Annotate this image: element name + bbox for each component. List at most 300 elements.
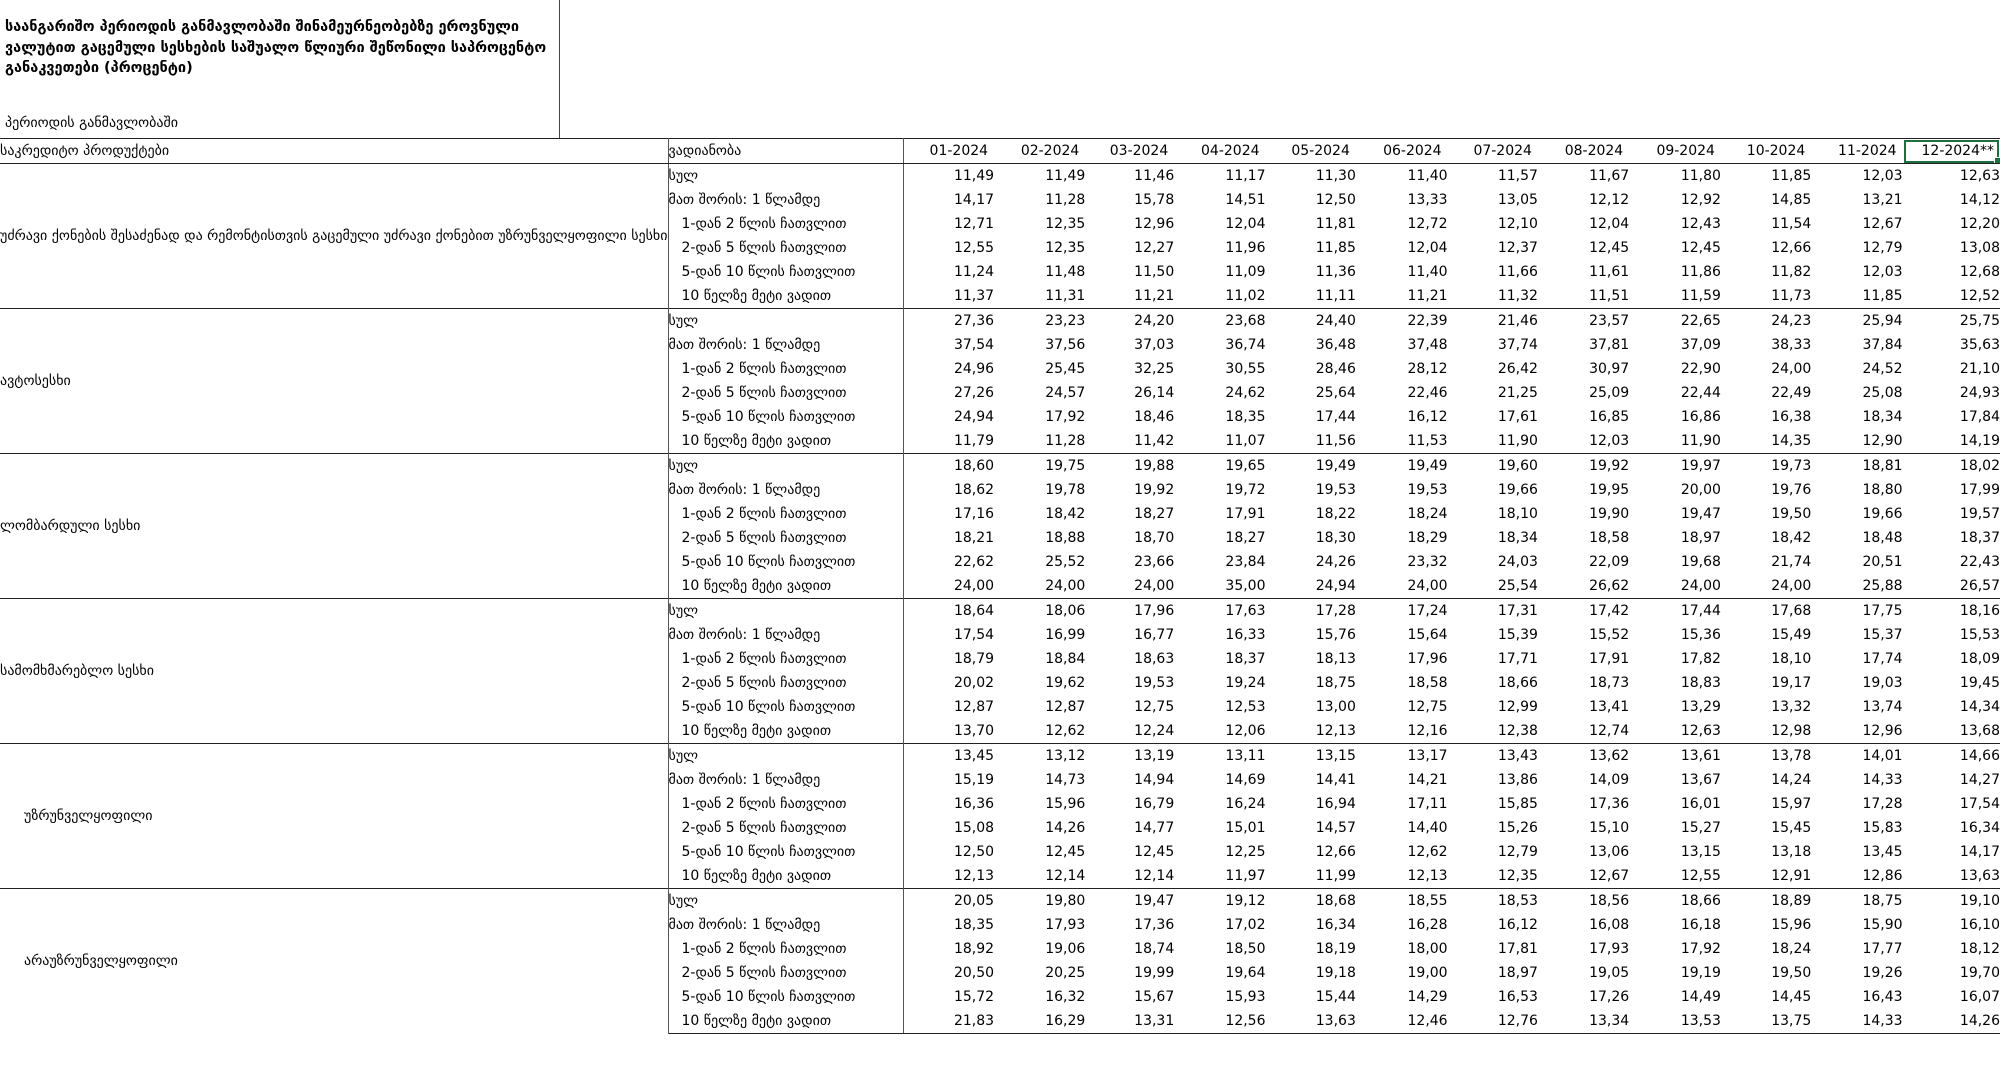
rate-cell[interactable]: 13,74 xyxy=(1862,699,1903,715)
rate-cell[interactable]: 12,46 xyxy=(1356,1009,1448,1034)
rate-cell[interactable]: 19,68 xyxy=(1680,554,1721,570)
rate-cell[interactable]: 11,11 xyxy=(1315,288,1356,304)
rate-cell[interactable]: 17,63 xyxy=(1174,599,1265,624)
maturity-cell[interactable]: 10 წელზე მეტი ვადით xyxy=(668,719,903,744)
rate-cell[interactable]: 13,61 xyxy=(1629,744,1721,769)
maturity-cell[interactable]: 2-დან 5 წლის ჩათვლით xyxy=(668,671,903,695)
rate-cell[interactable]: 17,99 xyxy=(1959,482,2000,498)
rate-cell[interactable]: 18,73 xyxy=(1589,675,1630,691)
maturity-cell[interactable]: 2-დან 5 წლის ჩათვლით xyxy=(668,526,903,550)
rate-cell[interactable]: 32,25 xyxy=(1134,361,1175,377)
rate-cell[interactable]: 13,45 xyxy=(1862,844,1903,860)
rate-cell[interactable]: 14,12 xyxy=(1959,192,2000,208)
rate-cell[interactable]: 19,47 xyxy=(1680,506,1721,522)
rate-cell[interactable]: 15,10 xyxy=(1589,820,1630,836)
rate-cell[interactable]: 24,26 xyxy=(1315,554,1356,570)
rate-cell[interactable]: 11,80 xyxy=(1629,164,1721,189)
rate-cell[interactable]: 12,03 xyxy=(1811,164,1902,189)
maturity-cell[interactable]: 10 წელზე მეტი ვადით xyxy=(668,284,903,309)
rate-cell[interactable]: 18,27 xyxy=(1134,506,1175,522)
rate-cell[interactable]: 12,37 xyxy=(1497,240,1538,256)
maturity-cell[interactable]: 5-დან 10 წლის ჩათვლით xyxy=(668,260,903,284)
rate-cell[interactable]: 14,94 xyxy=(1134,772,1175,788)
rate-cell[interactable]: 15,97 xyxy=(1771,796,1812,812)
rate-cell[interactable]: 37,48 xyxy=(1407,337,1448,353)
rate-cell[interactable]: 14,19 xyxy=(1959,433,2000,449)
rate-cell[interactable]: 19,66 xyxy=(1497,482,1538,498)
maturity-cell[interactable]: 1-დან 2 წლის ჩათვლით xyxy=(668,647,903,671)
rate-cell[interactable]: 11,49 xyxy=(903,164,994,189)
rate-cell[interactable]: 13,12 xyxy=(994,744,1085,769)
rate-cell[interactable]: 14,57 xyxy=(1315,820,1356,836)
rate-cell[interactable]: 11,31 xyxy=(1045,288,1086,304)
rate-cell[interactable]: 18,75 xyxy=(1315,675,1356,691)
rate-cell[interactable]: 22,09 xyxy=(1589,554,1630,570)
rate-cell[interactable]: 18,22 xyxy=(1315,506,1356,522)
rate-cell[interactable]: 25,64 xyxy=(1315,385,1356,401)
rate-cell[interactable]: 11,59 xyxy=(1680,288,1721,304)
rate-cell[interactable]: 13,78 xyxy=(1721,744,1811,769)
rate-cell[interactable]: 17,96 xyxy=(1085,599,1174,624)
maturity-cell[interactable]: მათ შორის: 1 წლამდე xyxy=(668,623,903,647)
rate-cell[interactable]: 12,62 xyxy=(1407,844,1448,860)
rate-cell[interactable]: 15,52 xyxy=(1589,627,1630,643)
rate-cell[interactable]: 11,50 xyxy=(1134,264,1175,280)
rate-cell[interactable]: 19,66 xyxy=(1862,506,1903,522)
rate-cell[interactable]: 19,00 xyxy=(1407,965,1448,981)
rate-cell[interactable]: 24,00 xyxy=(1771,361,1812,377)
rate-cell[interactable]: 21,83 xyxy=(903,1009,994,1034)
rate-cell[interactable]: 15,39 xyxy=(1497,627,1538,643)
rate-cell[interactable]: 13,29 xyxy=(1680,699,1721,715)
rate-cell[interactable]: 37,84 xyxy=(1862,337,1903,353)
rate-cell[interactable]: 17,31 xyxy=(1448,599,1538,624)
rate-cell[interactable]: 12,66 xyxy=(1771,240,1812,256)
rate-cell[interactable]: 18,46 xyxy=(1134,409,1175,425)
rate-cell[interactable]: 22,39 xyxy=(1356,309,1448,334)
rate-cell[interactable]: 16,77 xyxy=(1134,627,1175,643)
rate-cell[interactable]: 13,15 xyxy=(1680,844,1721,860)
rate-cell[interactable]: 16,28 xyxy=(1407,917,1448,933)
rate-cell[interactable]: 17,82 xyxy=(1680,651,1721,667)
rate-cell[interactable]: 18,56 xyxy=(1538,889,1629,914)
rate-cell[interactable]: 16,94 xyxy=(1315,796,1356,812)
rate-cell[interactable]: 18,70 xyxy=(1134,530,1175,546)
rate-cell[interactable]: 18,80 xyxy=(1862,482,1903,498)
product-cell[interactable]: სამომხმარებლო სესხი xyxy=(0,599,668,744)
rate-cell[interactable]: 18,53 xyxy=(1448,889,1538,914)
rate-cell[interactable]: 19,78 xyxy=(1045,482,1086,498)
rate-cell[interactable]: 24,40 xyxy=(1266,309,1356,334)
header-month-selected-cell[interactable] xyxy=(1903,139,2000,164)
rate-cell[interactable]: 18,24 xyxy=(1771,941,1812,957)
rate-cell[interactable]: 20,00 xyxy=(1680,482,1721,498)
rate-cell[interactable]: 16,10 xyxy=(1959,917,2000,933)
rate-cell[interactable]: 13,34 xyxy=(1538,1009,1629,1034)
rate-cell[interactable]: 18,60 xyxy=(903,454,994,479)
maturity-cell[interactable]: 10 წელზე მეტი ვადით xyxy=(668,864,903,889)
rate-cell[interactable]: 12,79 xyxy=(1862,240,1903,256)
maturity-cell[interactable]: მათ შორის: 1 წლამდე xyxy=(668,188,903,212)
rate-cell[interactable]: 12,75 xyxy=(1407,699,1448,715)
header-month[interactable]: 07-2024 xyxy=(1448,139,1538,164)
rate-cell[interactable]: 20,02 xyxy=(953,675,995,691)
rate-cell[interactable]: 12,74 xyxy=(1589,723,1630,739)
rate-cell[interactable]: 26,57 xyxy=(1959,578,2000,594)
rate-cell[interactable]: 17,77 xyxy=(1862,941,1903,957)
rate-cell[interactable]: 13,31 xyxy=(1085,1009,1174,1034)
rate-cell[interactable]: 16,38 xyxy=(1771,409,1812,425)
rate-cell[interactable]: 12,12 xyxy=(1589,192,1630,208)
rate-cell[interactable]: 12,50 xyxy=(1315,192,1356,208)
rate-cell[interactable]: 14,69 xyxy=(1225,772,1266,788)
rate-cell[interactable]: 36,48 xyxy=(1315,337,1356,353)
rate-cell[interactable]: 14,73 xyxy=(1045,772,1086,788)
rate-cell[interactable]: 18,64 xyxy=(903,599,994,624)
rate-cell[interactable]: 12,14 xyxy=(1134,868,1175,884)
rate-cell[interactable]: 13,68 xyxy=(1959,723,2000,739)
rate-cell[interactable]: 24,62 xyxy=(1225,385,1266,401)
rate-cell[interactable]: 18,10 xyxy=(1497,506,1538,522)
rate-cell[interactable]: 14,26 xyxy=(1045,820,1086,836)
rate-cell[interactable]: 18,21 xyxy=(953,530,995,546)
rate-cell[interactable]: 13,75 xyxy=(1721,1009,1811,1034)
rate-cell[interactable]: 17,74 xyxy=(1862,651,1903,667)
rate-cell[interactable]: 15,76 xyxy=(1315,627,1356,643)
rate-cell[interactable]: 12,52 xyxy=(1959,288,2000,304)
rate-cell[interactable]: 17,71 xyxy=(1497,651,1538,667)
rate-cell[interactable]: 18,55 xyxy=(1356,889,1448,914)
rate-cell[interactable]: 12,10 xyxy=(1497,216,1538,232)
rate-cell[interactable]: 17,91 xyxy=(1589,651,1630,667)
rate-cell[interactable]: 19,05 xyxy=(1589,965,1630,981)
rate-cell[interactable]: 15,64 xyxy=(1407,627,1448,643)
rate-cell[interactable]: 13,19 xyxy=(1085,744,1174,769)
rate-cell[interactable]: 19,97 xyxy=(1629,454,1721,479)
rate-cell[interactable]: 11,51 xyxy=(1589,288,1630,304)
rate-cell[interactable]: 19,75 xyxy=(994,454,1085,479)
rate-cell[interactable]: 21,25 xyxy=(1497,385,1538,401)
rate-cell[interactable]: 17,54 xyxy=(953,627,995,643)
rate-cell[interactable]: 12,50 xyxy=(953,844,995,860)
maturity-cell[interactable]: სულ xyxy=(668,744,903,769)
header-month[interactable]: 08-2024 xyxy=(1538,139,1629,164)
rate-cell[interactable]: 25,75 xyxy=(1903,309,2000,334)
rate-cell[interactable]: 18,13 xyxy=(1315,651,1356,667)
rate-cell[interactable]: 12,66 xyxy=(1315,844,1356,860)
rate-cell[interactable]: 17,93 xyxy=(1045,917,1086,933)
maturity-cell[interactable]: 2-დან 5 წლის ჩათვლით xyxy=(668,961,903,985)
rate-cell[interactable]: 25,09 xyxy=(1589,385,1630,401)
maturity-cell[interactable]: 10 წელზე მეტი ვადით xyxy=(668,429,903,454)
rate-cell[interactable]: 18,34 xyxy=(1862,409,1903,425)
rate-cell[interactable]: 17,93 xyxy=(1589,941,1630,957)
rate-cell[interactable]: 23,66 xyxy=(1134,554,1175,570)
rate-cell[interactable]: 18,09 xyxy=(1959,651,2000,667)
rate-cell[interactable]: 23,32 xyxy=(1407,554,1448,570)
rate-cell[interactable]: 28,12 xyxy=(1407,361,1448,377)
rate-cell[interactable]: 12,27 xyxy=(1134,240,1175,256)
rate-cell[interactable]: 19,49 xyxy=(1266,454,1356,479)
rate-cell[interactable]: 16,18 xyxy=(1680,917,1721,933)
maturity-cell[interactable]: 2-დან 5 წლის ჩათვლით xyxy=(668,236,903,260)
rate-cell[interactable]: 27,36 xyxy=(903,309,994,334)
rate-cell[interactable]: 14,17 xyxy=(953,192,995,208)
rate-cell[interactable]: 17,36 xyxy=(1134,917,1175,933)
rate-cell[interactable]: 18,37 xyxy=(1225,651,1266,667)
rate-cell[interactable]: 22,62 xyxy=(953,554,995,570)
header-month[interactable]: 03-2024 xyxy=(1085,139,1174,164)
rate-cell[interactable]: 14,45 xyxy=(1771,989,1812,1005)
maturity-cell[interactable]: 1-დან 2 წლის ჩათვლით xyxy=(668,937,903,961)
rate-cell[interactable]: 12,71 xyxy=(953,216,995,232)
rate-cell[interactable]: 17,02 xyxy=(1225,917,1266,933)
rate-cell[interactable]: 17,92 xyxy=(1045,409,1086,425)
rate-cell[interactable]: 13,53 xyxy=(1629,1009,1721,1034)
rate-cell[interactable]: 17,44 xyxy=(1629,599,1721,624)
rate-cell[interactable]: 12,96 xyxy=(1862,723,1903,739)
rate-cell[interactable]: 14,01 xyxy=(1811,744,1902,769)
rate-cell[interactable]: 12,87 xyxy=(1045,699,1086,715)
header-month[interactable]: 01-2024 xyxy=(903,139,994,164)
rate-cell[interactable]: 18,97 xyxy=(1497,965,1538,981)
rate-cell[interactable]: 15,96 xyxy=(1771,917,1812,933)
maturity-cell[interactable]: 1-დან 2 წლის ჩათვლით xyxy=(668,502,903,526)
rate-cell[interactable]: 19,60 xyxy=(1448,454,1538,479)
rate-cell[interactable]: 19,73 xyxy=(1721,454,1811,479)
rate-cell[interactable]: 17,96 xyxy=(1407,651,1448,667)
rate-cell[interactable]: 17,61 xyxy=(1497,409,1538,425)
rate-cell[interactable]: 13,63 xyxy=(1266,1009,1356,1034)
rate-cell[interactable]: 18,00 xyxy=(1407,941,1448,957)
rate-cell[interactable]: 15,83 xyxy=(1862,820,1903,836)
product-cell[interactable]: უზრუნველყოფილი xyxy=(0,744,668,889)
rate-cell[interactable]: 25,54 xyxy=(1497,578,1538,594)
rate-cell[interactable]: 18,74 xyxy=(1134,941,1175,957)
rate-cell[interactable]: 12,13 xyxy=(1407,868,1448,884)
rate-cell[interactable]: 19,90 xyxy=(1589,506,1630,522)
rate-cell[interactable]: 14,33 xyxy=(1862,772,1903,788)
rate-cell[interactable]: 11,09 xyxy=(1225,264,1266,280)
rate-cell[interactable]: 16,12 xyxy=(1407,409,1448,425)
rate-cell[interactable]: 12,67 xyxy=(1862,216,1903,232)
rate-cell[interactable]: 18,66 xyxy=(1629,889,1721,914)
rate-cell[interactable]: 14,26 xyxy=(1903,1009,2000,1034)
header-month[interactable]: 02-2024 xyxy=(994,139,1085,164)
rate-cell[interactable]: 11,40 xyxy=(1356,164,1448,189)
rate-cell[interactable]: 25,45 xyxy=(1045,361,1086,377)
rate-cell[interactable]: 37,54 xyxy=(953,337,995,353)
rate-cell[interactable]: 18,06 xyxy=(994,599,1085,624)
rate-cell[interactable]: 11,86 xyxy=(1680,264,1721,280)
rate-cell[interactable]: 19,92 xyxy=(1134,482,1175,498)
rate-cell[interactable]: 11,37 xyxy=(953,288,995,304)
rate-cell[interactable]: 11,24 xyxy=(953,264,995,280)
maturity-cell[interactable]: მათ შორის: 1 წლამდე xyxy=(668,913,903,937)
rate-cell[interactable]: 37,56 xyxy=(1045,337,1086,353)
rate-cell[interactable]: 12,25 xyxy=(1225,844,1266,860)
rate-cell[interactable]: 22,44 xyxy=(1680,385,1721,401)
maturity-cell[interactable]: 2-დან 5 წლის ჩათვლით xyxy=(668,816,903,840)
rate-cell[interactable]: 24,00 xyxy=(1771,578,1812,594)
rate-cell[interactable]: 14,34 xyxy=(1959,699,2000,715)
rate-cell[interactable]: 18,29 xyxy=(1407,530,1448,546)
maturity-cell[interactable]: სულ xyxy=(668,454,903,479)
fill-handle[interactable] xyxy=(1994,157,2000,164)
rate-cell[interactable]: 17,36 xyxy=(1589,796,1630,812)
rate-cell[interactable]: 12,45 xyxy=(1045,844,1086,860)
rate-cell[interactable]: 11,17 xyxy=(1174,164,1265,189)
rate-cell[interactable]: 12,90 xyxy=(1862,433,1903,449)
rate-cell[interactable]: 15,08 xyxy=(953,820,995,836)
rate-cell[interactable]: 18,34 xyxy=(1497,530,1538,546)
rate-cell[interactable]: 13,86 xyxy=(1497,772,1538,788)
rate-cell[interactable]: 16,24 xyxy=(1225,796,1266,812)
rate-cell[interactable]: 19,95 xyxy=(1589,482,1630,498)
rate-cell[interactable]: 15,44 xyxy=(1315,989,1356,1005)
rate-cell[interactable]: 12,55 xyxy=(1680,868,1721,884)
rate-cell[interactable]: 19,17 xyxy=(1771,675,1812,691)
rate-cell[interactable]: 16,36 xyxy=(953,796,995,812)
rate-cell[interactable]: 12,03 xyxy=(1589,433,1630,449)
maturity-cell[interactable]: მათ შორის: 1 წლამდე xyxy=(668,333,903,357)
rate-cell[interactable]: 11,56 xyxy=(1315,433,1356,449)
rate-cell[interactable]: 17,11 xyxy=(1407,796,1448,812)
rate-cell[interactable]: 13,11 xyxy=(1174,744,1265,769)
rate-cell[interactable]: 19,19 xyxy=(1680,965,1721,981)
rate-cell[interactable]: 11,79 xyxy=(953,433,995,449)
rate-cell[interactable]: 12,75 xyxy=(1134,699,1175,715)
rate-cell[interactable]: 15,26 xyxy=(1497,820,1538,836)
rate-cell[interactable]: 12,16 xyxy=(1407,723,1448,739)
rate-cell[interactable]: 17,26 xyxy=(1589,989,1630,1005)
header-month[interactable]: 10-2024 xyxy=(1721,139,1811,164)
maturity-cell[interactable]: 5-დან 10 წლის ჩათვლით xyxy=(668,550,903,574)
rate-cell[interactable]: 25,52 xyxy=(1045,554,1086,570)
rate-cell[interactable]: 12,62 xyxy=(1045,723,1086,739)
rate-cell[interactable]: 12,76 xyxy=(1448,1009,1538,1034)
rate-cell[interactable]: 12,92 xyxy=(1680,192,1721,208)
rate-cell[interactable]: 19,53 xyxy=(1407,482,1448,498)
rate-cell[interactable]: 24,03 xyxy=(1497,554,1538,570)
rate-cell[interactable]: 17,92 xyxy=(1680,941,1721,957)
rate-cell[interactable]: 13,67 xyxy=(1680,772,1721,788)
rate-cell[interactable]: 17,54 xyxy=(1959,796,2000,812)
rate-cell[interactable]: 19,24 xyxy=(1225,675,1266,691)
rate-cell[interactable]: 15,78 xyxy=(1134,192,1175,208)
rate-cell[interactable]: 12,68 xyxy=(1959,264,2000,280)
rate-cell[interactable]: 15,36 xyxy=(1680,627,1721,643)
rate-cell[interactable]: 14,66 xyxy=(1903,744,2000,769)
rate-cell[interactable]: 18,88 xyxy=(1045,530,1086,546)
rate-cell[interactable]: 11,07 xyxy=(1225,433,1266,449)
rate-cell[interactable]: 13,33 xyxy=(1407,192,1448,208)
maturity-cell[interactable]: 5-დან 10 წლის ჩათვლით xyxy=(668,840,903,864)
rate-cell[interactable]: 11,67 xyxy=(1538,164,1629,189)
rate-cell[interactable]: 19,26 xyxy=(1862,965,1903,981)
rate-cell[interactable]: 15,72 xyxy=(953,989,995,1005)
rate-cell[interactable]: 16,79 xyxy=(1134,796,1175,812)
rate-cell[interactable]: 11,97 xyxy=(1225,868,1266,884)
rate-cell[interactable]: 16,32 xyxy=(1045,989,1086,1005)
rate-cell[interactable]: 19,92 xyxy=(1538,454,1629,479)
rate-cell[interactable]: 18,48 xyxy=(1862,530,1903,546)
rate-cell[interactable]: 12,13 xyxy=(1315,723,1356,739)
rate-cell[interactable]: 25,94 xyxy=(1811,309,1902,334)
rate-cell[interactable]: 12,04 xyxy=(1589,216,1630,232)
rate-cell[interactable]: 12,99 xyxy=(1497,699,1538,715)
rate-cell[interactable]: 18,35 xyxy=(1225,409,1266,425)
rate-cell[interactable]: 18,58 xyxy=(1407,675,1448,691)
rate-cell[interactable]: 12,63 xyxy=(1903,164,2000,189)
rate-cell[interactable]: 16,01 xyxy=(1680,796,1721,812)
rate-cell[interactable]: 18,79 xyxy=(953,651,995,667)
rate-cell[interactable]: 13,63 xyxy=(1959,868,2000,884)
rate-cell[interactable]: 12,86 xyxy=(1862,868,1903,884)
rate-cell[interactable]: 13,15 xyxy=(1266,744,1356,769)
rate-cell[interactable]: 37,81 xyxy=(1589,337,1630,353)
rate-cell[interactable]: 16,12 xyxy=(1497,917,1538,933)
rate-cell[interactable]: 17,42 xyxy=(1538,599,1629,624)
rate-cell[interactable]: 16,34 xyxy=(1315,917,1356,933)
rate-cell[interactable]: 18,12 xyxy=(1959,941,2000,957)
rate-cell[interactable]: 18,02 xyxy=(1903,454,2000,479)
rate-cell[interactable]: 15,85 xyxy=(1497,796,1538,812)
rate-cell[interactable]: 12,03 xyxy=(1862,264,1903,280)
header-product[interactable]: საკრედიტო პროდუქტები xyxy=(0,139,668,164)
rate-cell[interactable]: 12,35 xyxy=(1497,868,1538,884)
rate-cell[interactable]: 24,96 xyxy=(953,361,995,377)
rate-cell[interactable]: 17,28 xyxy=(1862,796,1903,812)
rate-cell[interactable]: 15,45 xyxy=(1771,820,1812,836)
rate-cell[interactable]: 19,76 xyxy=(1771,482,1812,498)
rate-cell[interactable]: 11,61 xyxy=(1589,264,1630,280)
rate-cell[interactable]: 20,51 xyxy=(1862,554,1903,570)
rate-cell[interactable]: 11,42 xyxy=(1134,433,1175,449)
rate-cell[interactable]: 19,72 xyxy=(1225,482,1266,498)
maturity-cell[interactable]: სულ xyxy=(668,599,903,624)
rate-cell[interactable]: 19,57 xyxy=(1959,506,2000,522)
rate-cell[interactable]: 13,08 xyxy=(1959,240,2000,256)
header-month[interactable]: 11-2024 xyxy=(1811,139,1902,164)
rate-cell[interactable]: 16,53 xyxy=(1497,989,1538,1005)
product-cell[interactable]: ავტოსესხი xyxy=(0,309,668,454)
rate-cell[interactable]: 22,49 xyxy=(1771,385,1812,401)
rate-cell[interactable]: 11,90 xyxy=(1680,433,1721,449)
rate-cell[interactable]: 21,74 xyxy=(1771,554,1812,570)
rate-cell[interactable]: 15,90 xyxy=(1862,917,1903,933)
rate-cell[interactable]: 24,00 xyxy=(1680,578,1721,594)
rate-cell[interactable]: 18,97 xyxy=(1680,530,1721,546)
rate-cell[interactable]: 19,47 xyxy=(1085,889,1174,914)
rate-cell[interactable]: 16,34 xyxy=(1959,820,2000,836)
rate-cell[interactable]: 24,94 xyxy=(1315,578,1356,594)
rate-cell[interactable]: 12,72 xyxy=(1407,216,1448,232)
rate-cell[interactable]: 18,89 xyxy=(1721,889,1811,914)
rate-cell[interactable]: 12,67 xyxy=(1589,868,1630,884)
rate-cell[interactable]: 14,40 xyxy=(1407,820,1448,836)
maturity-cell[interactable]: 1-დან 2 წლის ჩათვლით xyxy=(668,357,903,381)
maturity-cell[interactable]: სულ xyxy=(668,309,903,334)
rate-cell[interactable]: 13,06 xyxy=(1589,844,1630,860)
rate-cell[interactable]: 11,82 xyxy=(1771,264,1812,280)
rate-cell[interactable]: 13,18 xyxy=(1771,844,1812,860)
rate-cell[interactable]: 22,43 xyxy=(1959,554,2000,570)
rate-cell[interactable]: 37,03 xyxy=(1134,337,1175,353)
rate-cell[interactable]: 11,02 xyxy=(1225,288,1266,304)
rate-cell[interactable]: 12,04 xyxy=(1225,216,1266,232)
rate-cell[interactable]: 13,45 xyxy=(903,744,994,769)
